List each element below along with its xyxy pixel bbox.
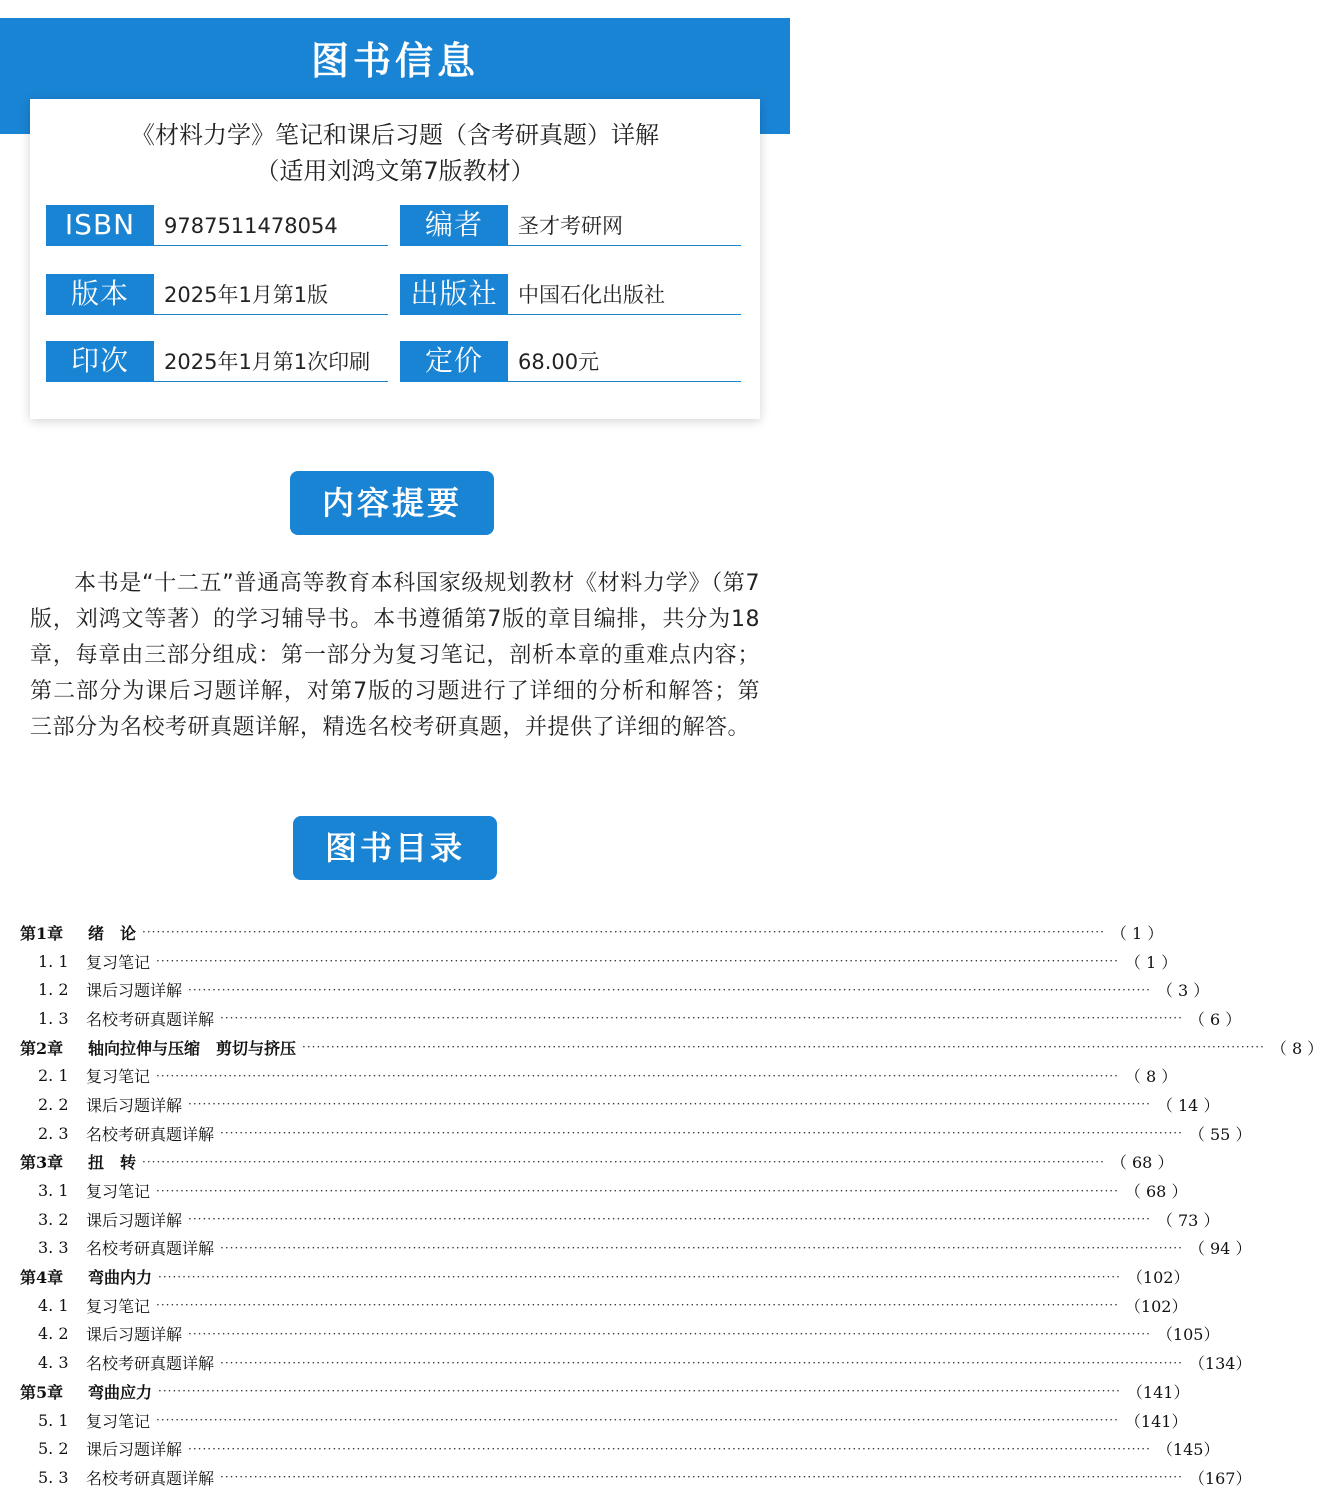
toc-section-row [20,1463,1252,1492]
toc-page-number: （ 1 ） [1124,952,1178,972]
toc-leader-dots: ········································································································································································································ [188,1441,1151,1456]
toc-page-number: （ 14 ） [1156,1095,1220,1115]
toc-page-number: （134） [1188,1354,1252,1374]
field-price [400,341,741,382]
toc-number: 1. 1 [38,951,69,971]
toc-leader-dots: ········································································································································································································ [142,925,1105,940]
field-label: 出版社 [400,274,508,314]
toc-number: 4. 2 [38,1324,69,1344]
toc-number: 第5章 [20,1382,64,1402]
toc-number: 5. 2 [38,1439,69,1459]
toc-section-row [20,947,1178,976]
toc-number: 3. 3 [38,1238,69,1258]
field-value: 9787511478054 [164,214,338,238]
toc-title: 复习笔记 [86,1411,151,1431]
toc-leader-dots: ········································································································································································································ [188,1097,1151,1112]
toc-leader-dots: ········································································································································································································ [156,1298,1119,1313]
toc-page-number: （102） [1124,1296,1188,1316]
toc-section-row [20,975,1210,1004]
toc-title: 名校考研真题详解 [86,1124,215,1144]
toc-title: 扭 转 [88,1153,137,1173]
toc-title: 复习笔记 [86,1182,151,1202]
toc-chapter-row [20,1377,1190,1406]
toc-number: 1. 2 [38,980,69,1000]
toc-title: 课后习题详解 [86,1325,183,1345]
toc-title: 名校考研真题详解 [86,1468,215,1488]
table-of-contents [20,918,1323,1492]
toc-leader-dots: ········································································································································································································ [156,1068,1119,1083]
toc-title: 课后习题详解 [86,1095,183,1115]
field-value: 圣才考研网 [518,214,623,238]
toc-number: 第3章 [20,1153,64,1173]
book-title-line1: 《材料力学》笔记和课后习题（含考研真题）详解 [131,121,659,149]
toc-leader-dots: ········································································································································································································ [156,1413,1119,1428]
field-isbn [46,205,388,246]
book-info-card [30,99,760,419]
toc-leader-dots: ········································································································································································································ [220,1355,1183,1370]
toc-title: 复习笔记 [86,952,151,972]
toc-page-number: （ 68 ） [1124,1182,1188,1202]
toc-title: 轴向拉伸与压缩 剪切与挤压 [88,1038,297,1058]
toc-page-number: （ 3 ） [1156,981,1210,1001]
field-label: 编者 [400,205,508,245]
toc-section-row [20,1090,1220,1119]
toc-leader-dots: ········································································································································································································ [188,1326,1151,1341]
toc-page-number: （ 94 ） [1188,1239,1252,1259]
toc-section-row [20,1234,1252,1263]
toc-leader-dots: ········································································································································································································ [220,1011,1183,1026]
toc-number: 4. 1 [38,1295,69,1315]
toc-section-row [20,1348,1252,1377]
toc-title: 绪 论 [88,923,137,943]
toc-title: 复习笔记 [86,1067,151,1087]
section-title-toc: 图书目录 [293,816,497,880]
toc-section-row [20,1061,1178,1090]
toc-title: 名校考研真题详解 [86,1239,215,1259]
toc-leader-dots: ········································································································································································································ [158,1269,1121,1284]
toc-number: 4. 3 [38,1353,69,1373]
toc-page-number: （ 8 ） [1270,1038,1323,1058]
toc-leader-dots: ········································································································································································································ [220,1470,1183,1485]
book-title-line2: （适用刘鸿文第7版教材） [255,157,535,185]
toc-section-row [20,1291,1188,1320]
toc-chapter-row [20,1262,1190,1291]
toc-number: 第4章 [20,1268,64,1288]
field-label: 印次 [46,341,154,381]
toc-chapter-row [20,1148,1174,1177]
toc-leader-dots: ········································································································································································································ [220,1126,1183,1141]
toc-number: 第1章 [20,923,64,943]
toc-leader-dots: ········································································································································································································ [302,1040,1265,1055]
toc-page-number: （102） [1126,1268,1190,1288]
toc-page-number: （141） [1124,1411,1188,1431]
toc-section-row [20,1434,1220,1463]
toc-section-row [20,1406,1188,1435]
field-label: ISBN [46,205,154,245]
field-label: 定价 [400,341,508,381]
toc-page-number: （105） [1156,1325,1220,1345]
toc-chapter-row [20,1033,1323,1062]
toc-title: 课后习题详解 [86,1210,183,1230]
toc-section-row [20,1320,1220,1349]
field-value: 中国石化出版社 [518,283,665,307]
toc-leader-dots: ········································································································································································································ [188,982,1151,997]
toc-page-number: （ 55 ） [1188,1124,1252,1144]
toc-number: 1. 3 [38,1008,69,1028]
toc-leader-dots: ········································································································································································································ [188,1212,1151,1227]
field-label: 版本 [46,274,154,314]
toc-number: 2. 3 [38,1123,69,1143]
field-printing [46,341,388,382]
toc-section-row [20,1205,1220,1234]
field-editor [400,205,741,246]
toc-section-row [20,1176,1188,1205]
section-title-summary: 内容提要 [290,471,494,535]
toc-page-number: （ 8 ） [1124,1067,1178,1087]
toc-leader-dots: ········································································································································································································ [220,1240,1183,1255]
toc-title: 课后习题详解 [86,981,183,1001]
summary-text: 本书是“十二五”普通高等教育本科国家级规划教材《材料力学》（第7版，刘鸿文等著）的学习辅导书。本书遵循第7版的章目编排，共分为18章，每章由三部分组成：第一部分为复习笔记，剖析本章的重难点内容；第二部分为课后习题详解，对第7版的习题进行了详细的分析和解答；第三部分为名校考研真题详解，精选名校考研真题，并提供了详细的解答。 [30,571,760,740]
field-value: 68.00元 [518,350,600,374]
field-value: 2025年1月第1次印刷 [164,350,371,374]
toc-number: 3. 1 [38,1181,69,1201]
toc-leader-dots: ········································································································································································································ [158,1384,1121,1399]
toc-page-number: （ 68 ） [1110,1153,1174,1173]
toc-number: 2. 2 [38,1094,69,1114]
toc-number: 5. 1 [38,1410,69,1430]
field-edition [46,274,388,315]
toc-page-number: （145） [1156,1440,1220,1460]
toc-number: 2. 1 [38,1066,69,1086]
toc-number: 5. 3 [38,1467,69,1487]
toc-page-number: （ 73 ） [1156,1210,1220,1230]
toc-number: 3. 2 [38,1209,69,1229]
toc-section-row [20,1119,1252,1148]
toc-page-number: （167） [1188,1468,1252,1488]
toc-title: 弯曲应力 [88,1382,153,1402]
toc-section-row [20,1004,1242,1033]
toc-title: 复习笔记 [86,1296,151,1316]
toc-chapter-row [20,918,1164,947]
toc-title: 弯曲内力 [88,1268,153,1288]
toc-leader-dots: ········································································································································································································ [156,954,1119,969]
toc-title: 名校考研真题详解 [86,1009,215,1029]
toc-page-number: （ 6 ） [1188,1009,1242,1029]
field-publisher [400,274,741,315]
field-value: 2025年1月第1版 [164,283,329,307]
toc-title: 名校考研真题详解 [86,1354,215,1374]
toc-page-number: （ 1 ） [1110,923,1164,943]
toc-leader-dots: ········································································································································································································ [156,1183,1119,1198]
toc-number: 第2章 [20,1038,64,1058]
toc-title: 课后习题详解 [86,1440,183,1460]
toc-page-number: （141） [1126,1382,1190,1402]
section-title-book-info: 图书信息 [310,39,479,83]
toc-leader-dots: ········································································································································································································ [142,1154,1105,1169]
book-title [30,117,760,189]
